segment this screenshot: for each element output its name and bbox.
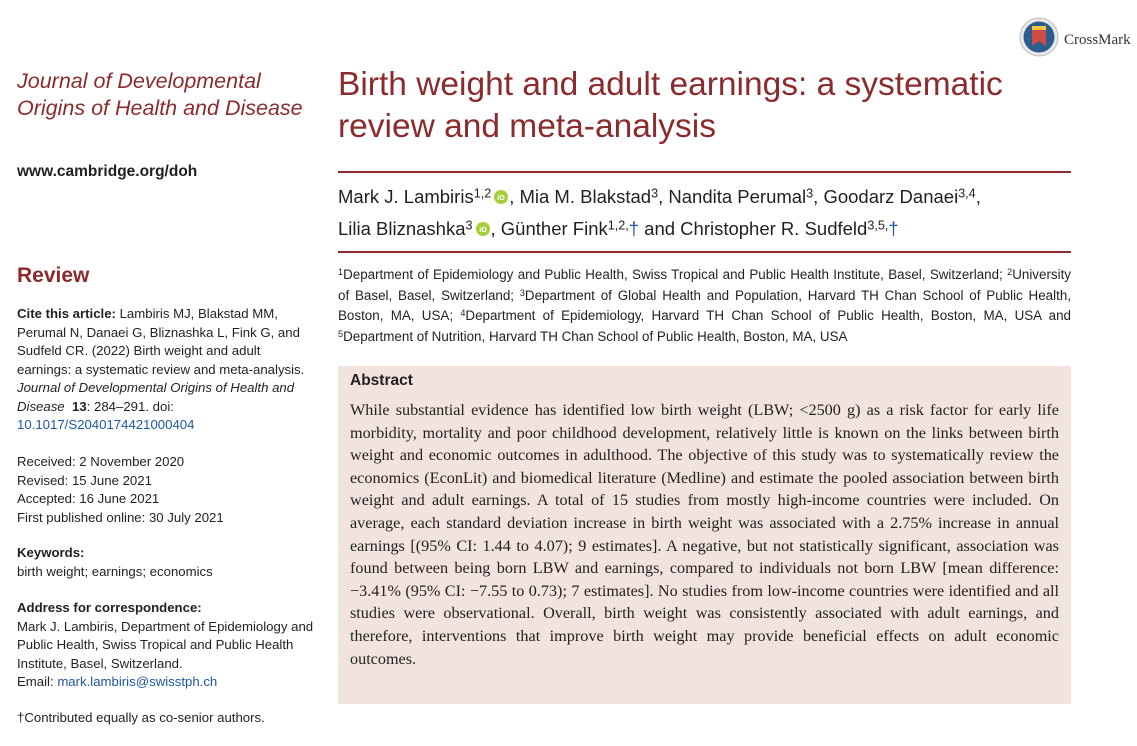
citation-label: Cite this article:: [17, 306, 116, 321]
journal-name-line2: Origins of Health and Disease: [17, 96, 303, 120]
doi-link[interactable]: 10.1017/S2040174421000404: [17, 417, 195, 432]
article-type: Review: [17, 264, 90, 287]
co-senior-dagger[interactable]: †: [628, 218, 640, 239]
affiliation-marker: 3: [519, 287, 525, 298]
title-divider: [338, 171, 1071, 173]
affiliation-marker: 4: [460, 307, 466, 318]
author-separator: ,: [509, 186, 520, 207]
author-1: [338, 186, 519, 207]
orcid-icon[interactable]: [494, 190, 508, 204]
authors-divider: [338, 251, 1071, 253]
svg-text:iD: iD: [478, 224, 487, 234]
email-label: Email:: [17, 674, 58, 689]
history-dates: [17, 453, 317, 527]
author-affiliation-marker: 1,2,: [607, 218, 629, 233]
orcid-icon[interactable]: [476, 222, 490, 236]
author-6: [501, 218, 680, 239]
author-separator: ,: [658, 186, 669, 207]
author-2: [519, 186, 668, 207]
affiliation-5: [338, 329, 847, 344]
author-list: [338, 181, 1078, 245]
affiliations: [338, 265, 1071, 347]
author-separator: ,: [813, 186, 824, 207]
affiliation-marker: 2: [1007, 266, 1013, 277]
author-4: [823, 186, 980, 207]
author-name: Lilia Bliznashka: [338, 218, 466, 239]
date-published: First published online: 30 July 2021: [17, 509, 224, 525]
author-3: [668, 186, 823, 207]
crossmark-icon: [1019, 17, 1059, 57]
author-7: [680, 218, 898, 239]
keywords-label: Keywords:: [17, 545, 85, 560]
author-name: Goodarz Danaei: [823, 186, 959, 207]
author-affiliation-marker: 3: [806, 186, 814, 201]
author-affiliation-marker: 3: [465, 218, 473, 233]
date-revised: Revised: 15 June 2021: [17, 472, 152, 488]
citation-pages: : 284–291. doi:: [86, 398, 174, 414]
email-link[interactable]: mark.lambiris@swisstph.ch: [57, 674, 218, 689]
keywords-list: birth weight; earnings; economics: [17, 563, 213, 579]
author-affiliation-marker: 1,2: [473, 186, 492, 201]
author-separator: ,: [490, 218, 501, 239]
affiliation-text: Department of Nutrition, Harvard TH Chan School of Public Health, Boston, MA, USA: [343, 328, 848, 344]
affiliation-text: Department of Epidemiology, Harvard TH Chan School of Public Health, Boston, MA, USA and: [465, 308, 1071, 323]
abstract-text: While substantial evidence has identified low birth weight (LBW; <2500 g) as a risk factor for early life morbidity, mortality and poor childhood development, relatively little is known on the links between birth weight and economic outcomes in adulthood. The objective of this study was to systematically review the economics (EconLit) and biomedical literature (Medline) and estimate the pooled association between birth weight and adult earnings. A total of 15 studies from mostly high-income countries were included. On average, each standard deviation increase in birth weight was associated with a 2.75% increase in annual earnings [(95% CI: 1.44 to 4.07); 9 estimates]. A negative, but not statistically significant, association was found between being born LBW and earnings, compared to individuals not born LBW [mean difference: −3.41% (95% CI: −7.55 to 0.73); 7 estimates]. No studies from low-income countries were identified and all studies were observational. Overall, birth weight was consistently associated with adult earnings, and therefore, interventions that improve birth weight may provide beneficial effects on adult economic outcomes.: [350, 401, 1059, 668]
author-name: Günther Fink: [500, 218, 608, 239]
correspondence-label: Address for correspondence:: [17, 600, 202, 615]
author-affiliation-marker: 3: [651, 186, 659, 201]
date-received: Received: 2 November 2020: [17, 454, 185, 469]
crossmark-label: CrossMark: [1064, 31, 1131, 48]
author-separator: ,: [975, 186, 981, 207]
citation-volume: 13: [71, 398, 87, 414]
date-accepted: Accepted: 16 June 2021: [17, 491, 160, 506]
keywords-block: [17, 544, 317, 581]
correspondence-address: Mark J. Lambiris, Department of Epidemiology and Public Health, Swiss Tropical and Public Health Institute, Basel, Switzerland.: [17, 618, 314, 671]
contribution-note: †Contributed equally as co-senior authors.: [17, 710, 265, 725]
citation-block: [17, 305, 317, 435]
affiliation-text: Department of Epidemiology and Public Health, Swiss Tropical and Public Health Institute, Basel, Switzerland;: [343, 267, 1008, 282]
crossmark-badge[interactable]: [1019, 15, 1131, 59]
svg-text:iD: iD: [497, 192, 505, 202]
article-title: Birth weight and adult earnings: a systematic review and meta-analysis: [338, 66, 1003, 145]
correspondence-block: [17, 599, 317, 692]
author-separator: and: [639, 218, 681, 239]
journal-name: [17, 68, 317, 122]
affiliation-1: [338, 267, 1007, 282]
author-name: Nandita Perumal: [668, 186, 807, 207]
author-name: Christopher R. Sudfeld: [680, 218, 868, 239]
author-name: Mia M. Blakstad: [519, 186, 652, 207]
author-name: Mark J. Lambiris: [338, 186, 474, 207]
affiliation-4: [460, 308, 1071, 323]
journal-website[interactable]: www.cambridge.org/doh: [17, 163, 198, 180]
author-affiliation-marker: 3,4: [958, 186, 976, 201]
correspondence-email-line: [17, 673, 317, 692]
affiliation-text: University of Basel, Basel, Switzerland;: [338, 267, 1071, 303]
affiliation-text: Department of Global Health and Population, Harvard TH Chan School of Public Health, Boston, MA, USA;: [338, 287, 1071, 323]
affiliation-marker: 1: [338, 266, 344, 277]
author-affiliation-marker: 3,5,: [867, 218, 889, 233]
journal-name-line1: Journal of Developmental: [17, 69, 261, 93]
citation-text: Lambiris MJ, Blakstad MM, Perumal N, Danaei G, Bliznashka L, Fink G, and Sudfeld CR. (2022) Birth weight and adult earnings: a systematic review and meta-analysis.: [17, 306, 305, 377]
author-5: [338, 218, 501, 239]
citation-journal: Journal of Developmental Origins of Health and Disease: [17, 380, 295, 414]
affiliation-marker: 5: [338, 328, 344, 339]
abstract-heading: Abstract: [350, 372, 413, 389]
co-senior-dagger[interactable]: †: [888, 218, 899, 239]
